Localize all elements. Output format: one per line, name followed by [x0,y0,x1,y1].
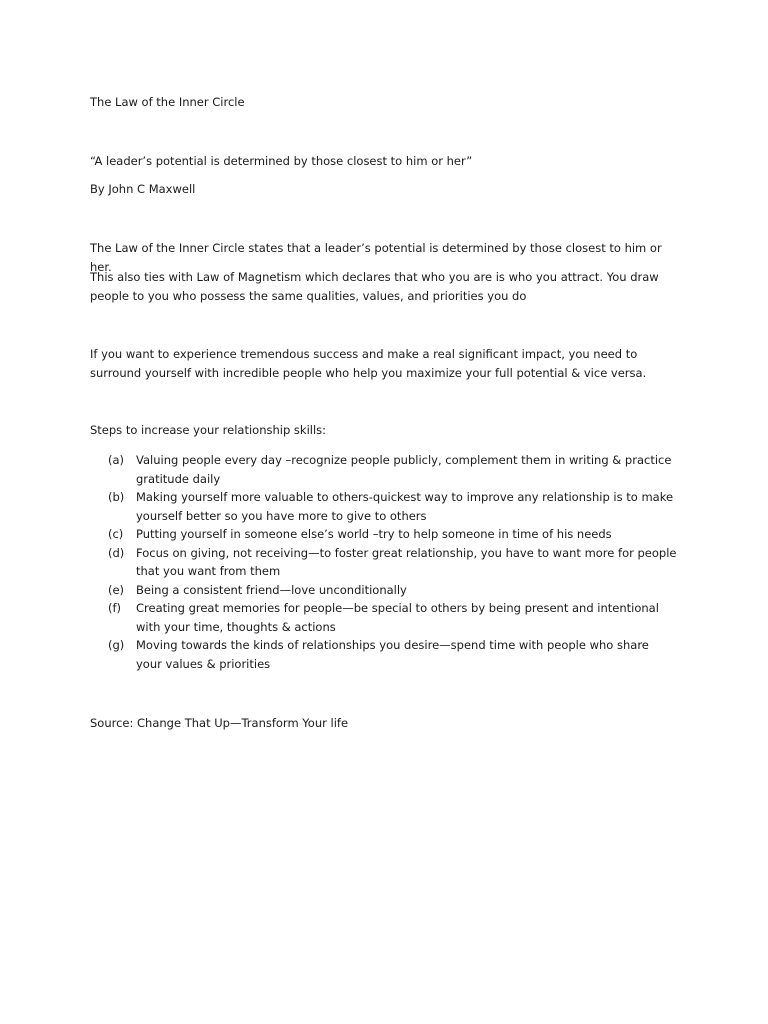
step-item-d [108,544,678,581]
paragraph-law-of-magnetism: This also ties with Law of Magnetism which declares that who you are is who you attract. You draw people to you who possess the same qualities, values, and priorities you do [90,270,659,303]
paragraph-success: If you want to experience tremendous success and make a real significant impact, you need to surround yourself with incredible people who help you maximize your full potential & vice versa. [90,347,647,380]
step-item-b [108,488,678,525]
step-marker: (b) [108,490,125,504]
step-item-c [108,525,678,544]
step-item-a [108,451,678,488]
document-title: The Law of the Inner Circle [90,95,245,109]
step-text: Focus on giving, not receiving—to foster great relationship, you have to want more for people that you want from them [136,545,677,578]
step-marker: (c) [108,527,124,541]
step-text: Making yourself more valuable to others-quickest way to improve any relationship is to make yourself better so you have more to give to others [136,490,674,523]
step-marker: (e) [108,582,125,597]
steps-heading: Steps to increase your relationship skills: [90,423,327,437]
quote: “A leader’s potential is determined by those closest to him or her” [90,154,473,168]
paragraph-definition: The Law of the Inner Circle states that a leader’s potential is determined by those closest to him or her. [90,241,662,274]
step-item-f [108,599,678,636]
steps-list [108,451,678,673]
step-marker: (a) [108,453,125,467]
step-text: Putting yourself in someone else’s world –try to help someone in time of his needs [136,527,612,541]
step-marker: (g) [108,638,125,652]
step-item-g [108,636,678,673]
source-citation: Source: Change That Up—Transform Your life [90,716,349,730]
step-text: Valuing people every day –recognize people publicly, complement them in writing & practice gratitude daily [136,453,672,486]
step-text: Moving towards the kinds of relationships you desire—spend time with people who share your values & priorities [136,638,649,671]
author-byline: By John C Maxwell [90,182,196,196]
step-text: Creating great memories for people—be special to others by being present and intentional with your time, thoughts & actions [136,601,659,634]
step-marker: (f) [108,601,122,615]
step-item-e [108,581,678,600]
step-text: Being a consistent friend—love unconditionally [136,582,407,597]
step-marker: (d) [108,545,125,560]
